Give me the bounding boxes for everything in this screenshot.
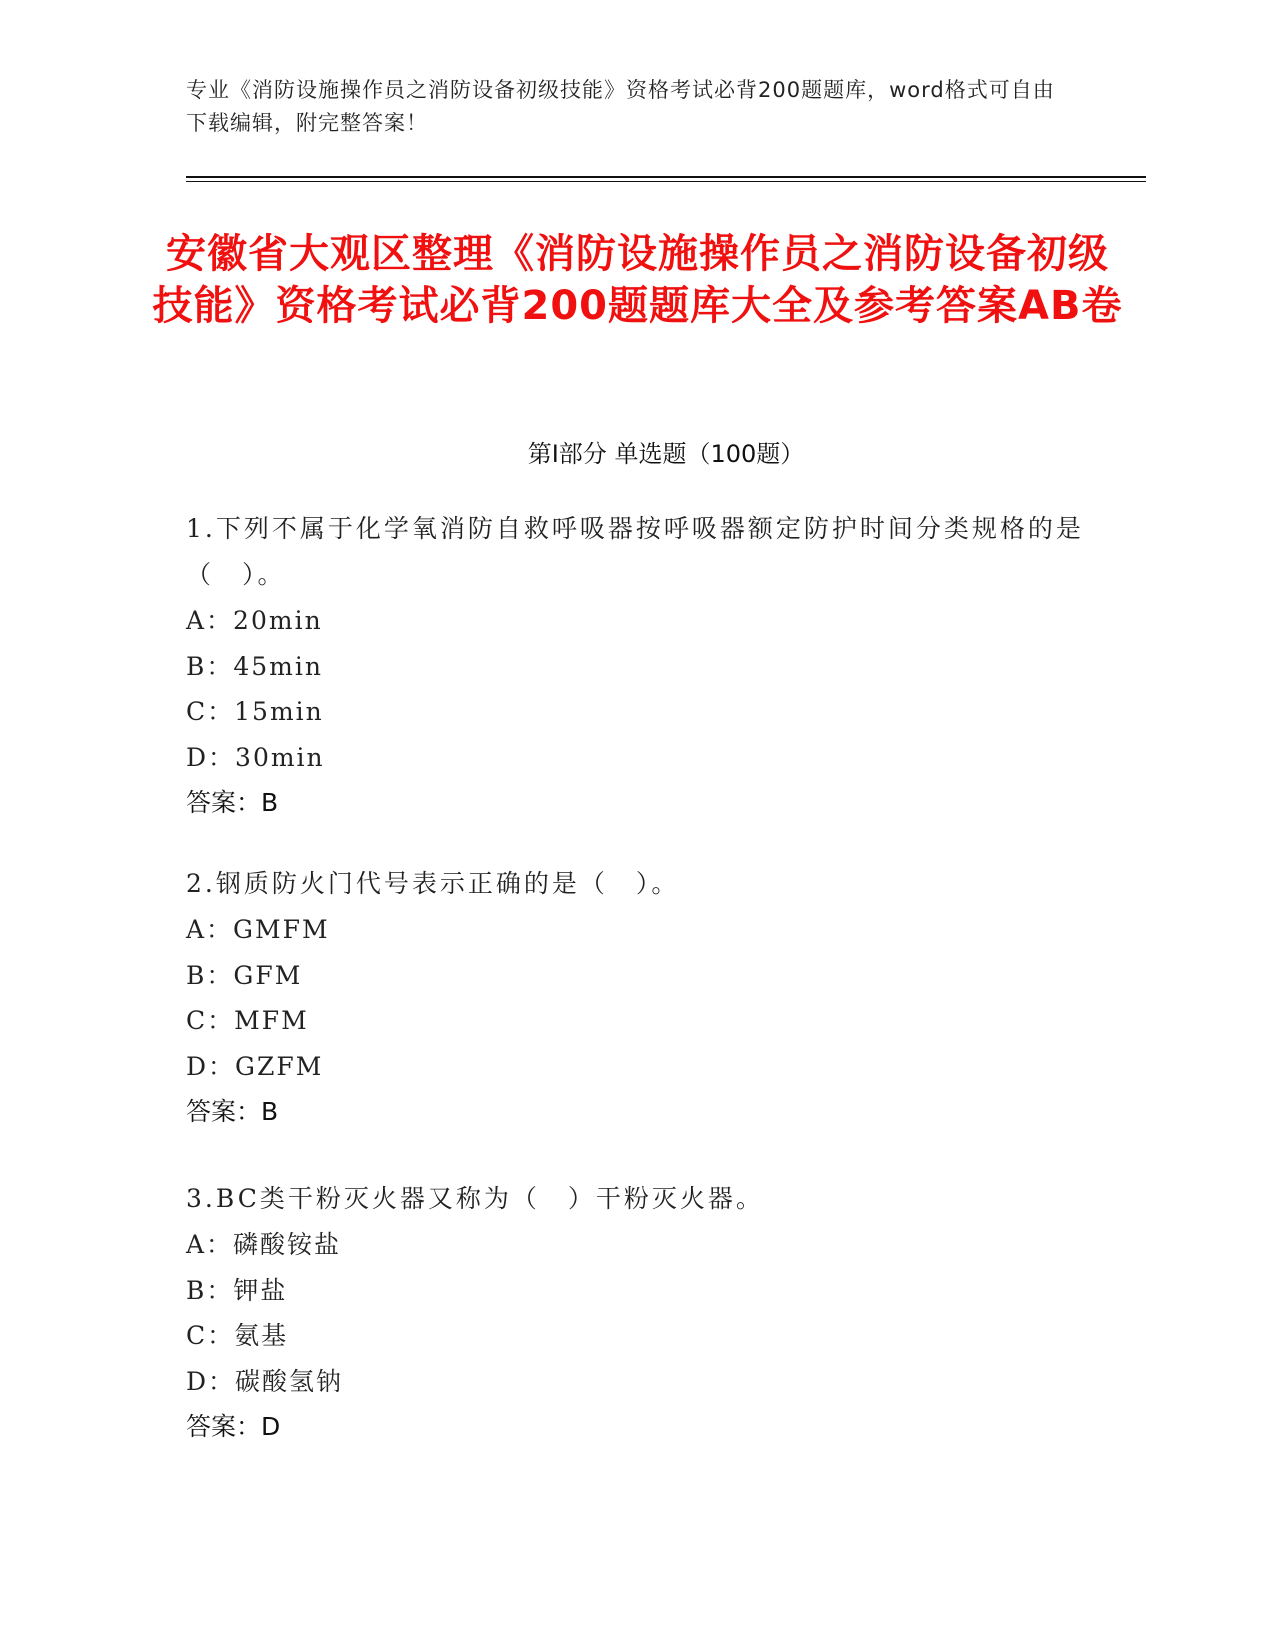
option-a: A：磷酸铵盐	[186, 1230, 342, 1259]
option-a: A：GMFM	[186, 915, 330, 944]
option-b: B：45min	[186, 651, 323, 681]
option-c: C：15min	[186, 697, 324, 726]
header-note: 专业《消防设施操作员之消防设备初级技能》资格考试必背200题题库，word格式可自由下载编辑，附完整答案！	[186, 78, 1055, 135]
option-c: C：MFM	[186, 1006, 309, 1035]
question-text: 3.BC类干粉灭火器又称为（ ）干粉灭火器。	[186, 1184, 764, 1213]
option-d: D：GZFM	[186, 1051, 324, 1081]
document-title: 安徽省大观区整理《消防设施操作员之消防设备初级技能》资格考试必背200题题库大全及参考答案AB卷	[152, 231, 1123, 329]
question-3	[186, 1176, 1086, 1450]
question-2	[186, 861, 1086, 1135]
option-b: B：GFM	[186, 960, 303, 990]
header-divider-thick	[186, 176, 1146, 178]
option-d: D：碳酸氢钠	[186, 1366, 344, 1396]
header-divider-thin	[186, 181, 1146, 182]
option-d: D：30min	[186, 742, 325, 772]
question-text: 1.下列不属于化学氧消防自救呼吸器按呼吸器额定防护时间分类规格的是（ ）。	[186, 514, 1084, 589]
question-text: 2.钢质防火门代号表示正确的是（ ）。	[186, 869, 680, 898]
option-a: A：20min	[186, 606, 323, 635]
answer-line: 答案：D	[186, 1412, 281, 1441]
section-title: 第Ⅰ部分 单选题（100题）	[527, 440, 805, 468]
option-c: C：氨基	[186, 1321, 289, 1350]
option-b: B：钾盐	[186, 1275, 288, 1305]
question-1	[186, 506, 1086, 826]
answer-line: 答案：B	[186, 1097, 279, 1126]
answer-line: 答案：B	[186, 788, 279, 817]
